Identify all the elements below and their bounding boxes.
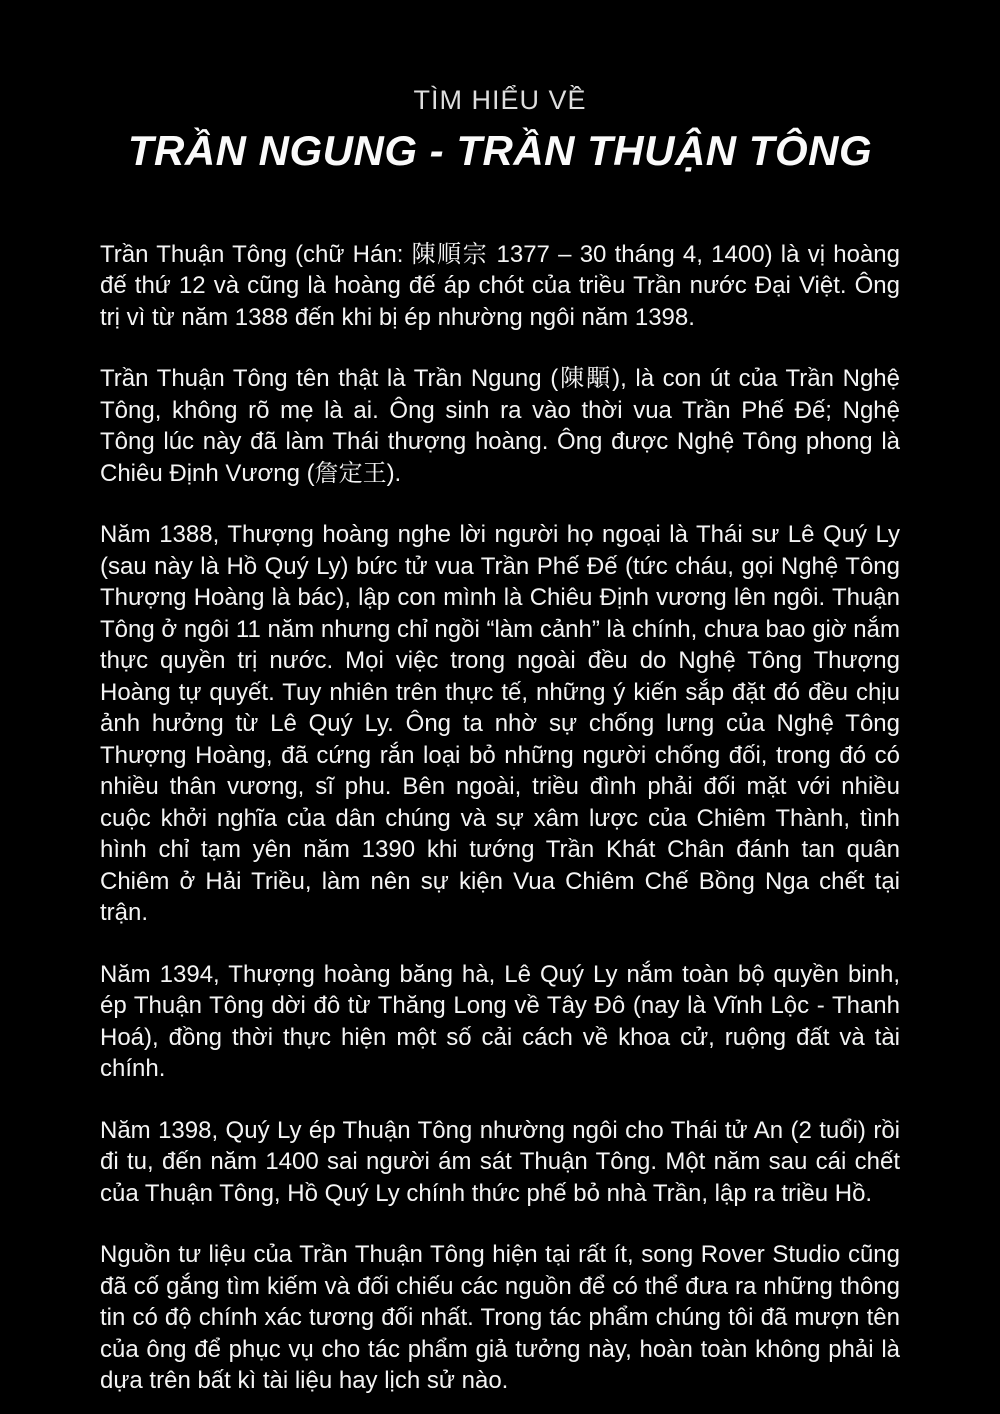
article-paragraph: Trần Thuận Tông tên thật là Trần Ngung (陳顒), là con út của Trần Nghệ Tông, không rõ mẹ là ai. Ông sinh ra vào thời vua Trần Phế Đế; Nghệ Tông lúc này đã làm Thái thượng hoàng. Ông được Nghệ Tông phong là Chiêu Định Vương (詹定王). [100, 365, 900, 487]
article-paragraph: Nguồn tư liệu của Trần Thuận Tông hiện tại rất ít, song Rover Studio cũng đã cố gắng tìm kiếm và đối chiếu các nguồn để có thể đưa ra những thông tin có độ chính xác tương đối nhất. Trong tác phẩm chúng tôi đã mượn tên của ông để phục vụ cho tác phẩm giả tưởng này, hoàn toàn không phải là dựa trên bất kì tài liệu hay lịch sử nào. [100, 1241, 900, 1395]
article [100, 239, 900, 1397]
page-title: TRẦN NGUNG - TRẦN THUẬN TÔNG [127, 127, 873, 175]
article-paragraph: Năm 1388, Thượng hoàng nghe lời người họ ngoại là Thái sư Lê Quý Ly (sau này là Hồ Quý Ly) bức tử vua Trần Phế Đế (tức cháu, gọi Nghệ Tông Thượng Hoàng là bác), lập con mình là Chiêu Định vương lên ngôi. Thuận Tông ở ngôi 11 năm nhưng chỉ ngồi “làm cảnh” là chính, chưa bao giờ nắm thực quyền trị nước. Mọi việc trong ngoài đều do Nghệ Tông Thượng Hoàng tự quyết. Tuy nhiên trên thực tế, những ý kiến sắp đặt đó đều chịu ảnh hưởng từ Lê Quý Ly. Ông ta nhờ sự chống lưng của Nghệ Tông Thượng Hoàng, đã cứng rắn loại bỏ những người chống đối, trong đó có nhiều thân vương, sĩ phu. Bên ngoài, triều đình phải đối mặt với nhiều cuộc khởi nghĩa của dân chúng và sự xâm lược của Chiêm Thành, tình hình chỉ tạm yên năm 1390 khi tướng Trần Khát Chân đánh tan quân Chiêm ở Hải Triều, làm nên sự kiện Vua Chiêm Chế Bồng Nga chết tại trận. [100, 521, 900, 927]
article-paragraph: Trần Thuận Tông (chữ Hán: 陳順宗 1377 – 30 tháng 4, 1400) là vị hoàng đế thứ 12 và cũng là hoàng đế áp chót của triều Trần nước Đại Việt. Ông trị vì từ năm 1388 đến khi bị ép nhường ngôi năm 1398. [100, 240, 900, 331]
page-kicker: TÌM HIỂU VỀ [413, 85, 587, 115]
article-paragraph: Năm 1394, Thượng hoàng băng hà, Lê Quý Ly nắm toàn bộ quyền binh, ép Thuận Tông dời đô từ Thăng Long về Tây Đô (nay là Vĩnh Lộc - Thanh Hoá), đồng thời thực hiện một số cải cách về khoa cử, ruộng đất và tài chính. [100, 960, 900, 1083]
article-paragraph: Năm 1398, Quý Ly ép Thuận Tông nhường ngôi cho Thái tử An (2 tuổi) rồi đi tu, đến năm 1400 sai người ám sát Thuận Tông. Một năm sau cái chết của Thuận Tông, Hồ Quý Ly chính thức phế bỏ nhà Trần, lập ra triều Hồ. [100, 1116, 900, 1207]
page-header [0, 0, 1000, 177]
